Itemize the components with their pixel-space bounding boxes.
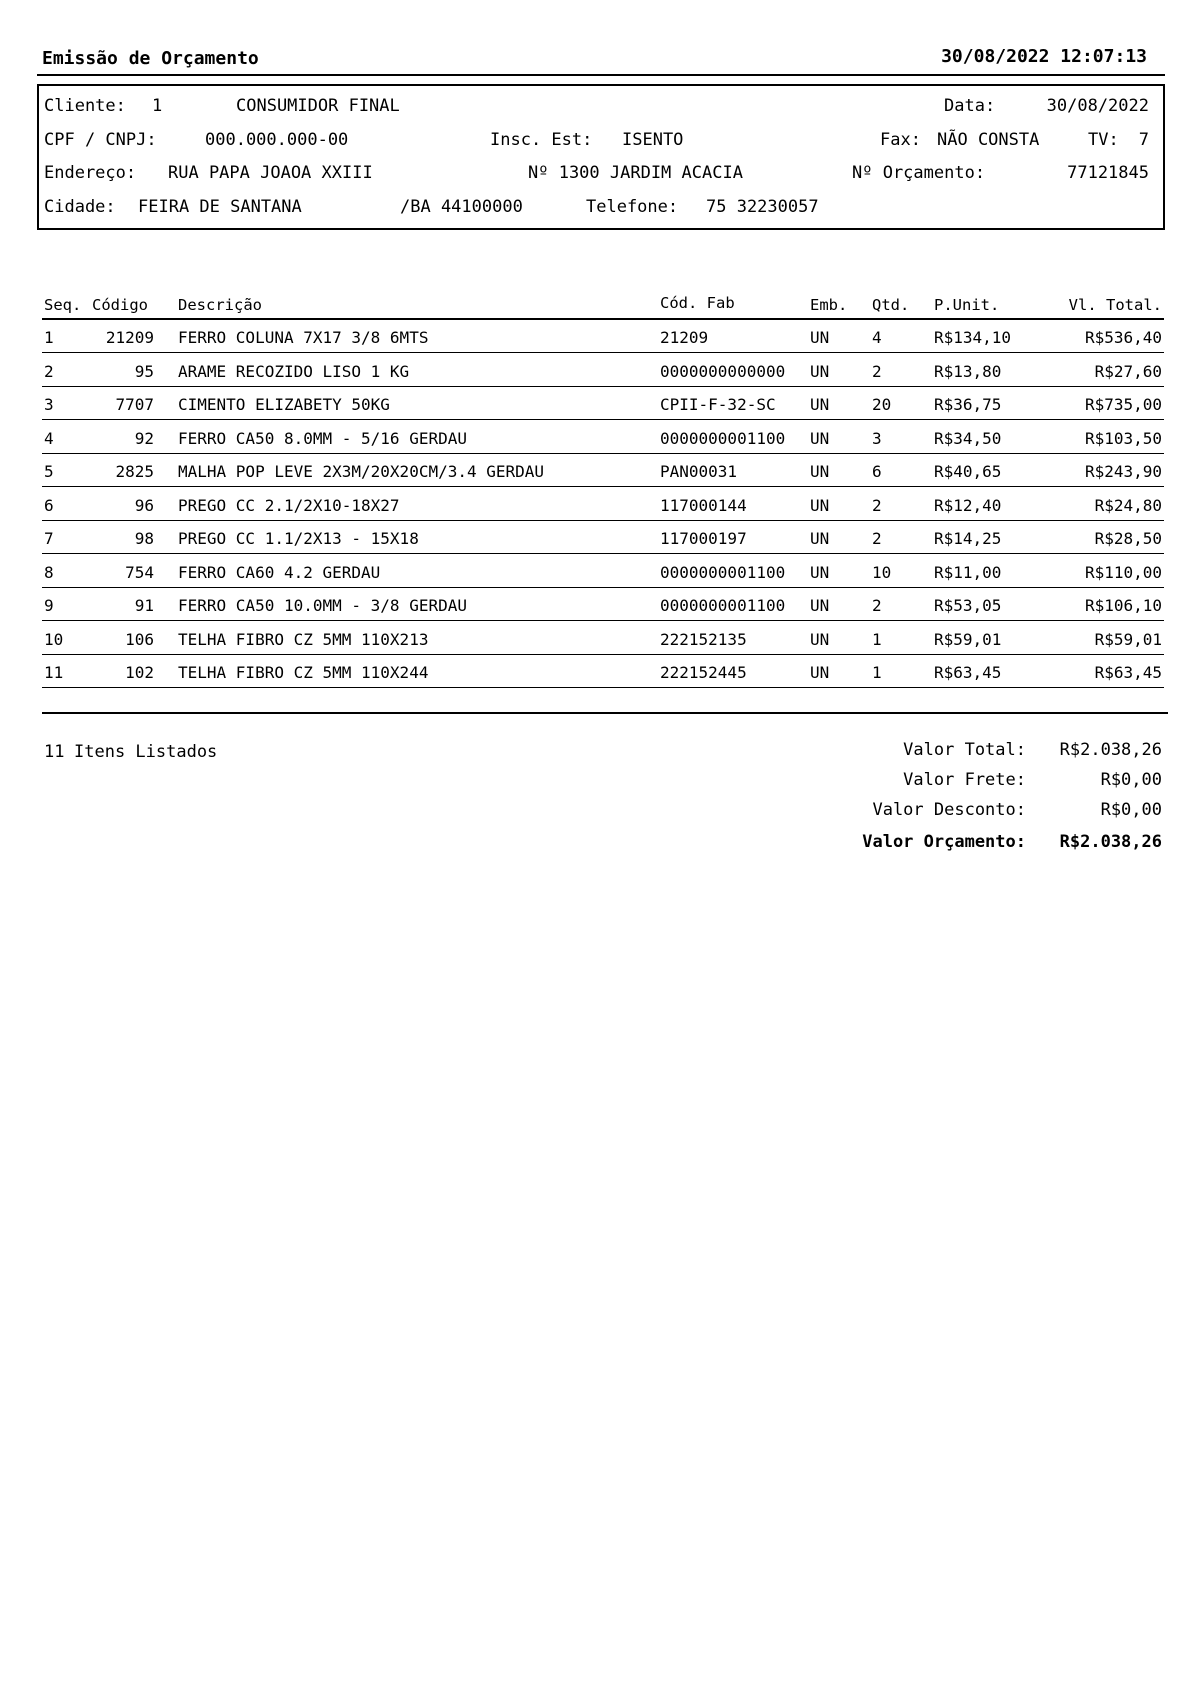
cell-qtd: 3 bbox=[872, 428, 882, 448]
cell-cod-fab: 222152445 bbox=[660, 663, 747, 682]
cell-emb: UN bbox=[810, 629, 830, 649]
cell-punit: R$34,50 bbox=[934, 428, 1002, 448]
client-name: CONSUMIDOR FINAL bbox=[236, 96, 400, 116]
items-listed-label: Itens Listados bbox=[74, 742, 218, 762]
cell-seq: 11 bbox=[44, 663, 64, 682]
row-divider bbox=[42, 486, 1164, 487]
cell-descricao: TELHA FIBRO CZ 5MM 110X213 bbox=[178, 629, 429, 649]
col-header-vltotal: Vl. Total. bbox=[1068, 296, 1162, 314]
cell-punit: R$13,80 bbox=[934, 361, 1002, 381]
page-title: Emissão de Orçamento bbox=[42, 48, 259, 69]
header-divider bbox=[37, 74, 1165, 76]
col-header-codigo: Código bbox=[92, 296, 148, 314]
col-header-descricao: Descrição bbox=[178, 296, 262, 314]
cell-codigo: 7707 bbox=[115, 395, 154, 414]
cell-emb: UN bbox=[810, 495, 830, 515]
cell-vltotal: R$24,80 bbox=[1094, 495, 1162, 515]
cpf-label: CPF / CNPJ: bbox=[44, 130, 157, 150]
cell-codigo: 91 bbox=[134, 596, 154, 615]
row-divider bbox=[42, 419, 1164, 420]
cell-cod-fab: 21209 bbox=[660, 328, 709, 347]
cell-cod-fab: 0000000000000 bbox=[660, 361, 786, 381]
col-header-seq: Seq. bbox=[44, 296, 82, 314]
address-number: Nº 1300 JARDIM ACACIA bbox=[528, 163, 743, 183]
cell-qtd: 2 bbox=[872, 596, 882, 615]
fax-label: Fax: bbox=[880, 130, 921, 150]
cell-punit: R$36,75 bbox=[934, 395, 1002, 414]
cell-seq: 4 bbox=[44, 428, 54, 448]
budget-number-label: Nº Orçamento: bbox=[852, 163, 986, 183]
row-divider bbox=[42, 352, 1164, 353]
cell-qtd: 2 bbox=[872, 529, 882, 548]
cpf-value: 000.000.000-00 bbox=[205, 130, 349, 150]
cell-qtd: 4 bbox=[872, 328, 882, 347]
cell-codigo: 102 bbox=[125, 663, 154, 682]
cell-codigo: 754 bbox=[125, 562, 154, 582]
cell-emb: UN bbox=[810, 428, 830, 448]
fax-value: NÃO CONSTA bbox=[937, 130, 1040, 150]
cell-cod-fab: 117000197 bbox=[660, 529, 747, 548]
cell-vltotal: R$28,50 bbox=[1094, 529, 1162, 548]
client-label: Cliente: bbox=[44, 96, 126, 116]
cell-vltotal: R$27,60 bbox=[1094, 361, 1162, 381]
row-divider bbox=[42, 620, 1164, 621]
client-id: 1 bbox=[152, 96, 163, 116]
cell-emb: UN bbox=[810, 462, 830, 481]
phone-label: Telefone: bbox=[586, 197, 679, 217]
cell-seq: 8 bbox=[44, 562, 54, 582]
cell-emb: UN bbox=[810, 361, 830, 381]
row-divider bbox=[42, 386, 1164, 387]
cell-punit: R$12,40 bbox=[934, 495, 1002, 515]
cell-punit: R$53,05 bbox=[934, 596, 1002, 615]
cell-seq: 7 bbox=[44, 529, 54, 548]
cell-descricao: FERRO CA50 8.0MM - 5/16 GERDAU bbox=[178, 428, 467, 448]
cell-descricao: FERRO COLUNA 7X17 3/8 6MTS bbox=[178, 328, 429, 347]
cell-cod-fab: PAN00031 bbox=[660, 462, 738, 481]
cell-emb: UN bbox=[810, 328, 830, 347]
cell-emb: UN bbox=[810, 529, 830, 548]
address-value: RUA PAPA JOAOA XXIII bbox=[168, 163, 373, 183]
cell-seq: 5 bbox=[44, 462, 54, 481]
row-divider bbox=[42, 587, 1164, 588]
cell-emb: UN bbox=[810, 596, 830, 615]
address-label: Endereço: bbox=[44, 163, 137, 183]
discount-label: Valor Desconto: bbox=[872, 800, 1026, 820]
print-datetime: 30/08/2022 12:07:13 bbox=[941, 46, 1147, 67]
cell-codigo: 96 bbox=[134, 495, 154, 515]
budget-number-value: 77121845 bbox=[1067, 163, 1149, 183]
date-value: 30/08/2022 bbox=[1046, 96, 1149, 116]
cell-vltotal: R$110,00 bbox=[1084, 562, 1162, 582]
cell-punit: R$40,65 bbox=[934, 462, 1002, 481]
city-value: FEIRA DE SANTANA bbox=[138, 197, 302, 217]
cell-qtd: 6 bbox=[872, 462, 882, 481]
cell-descricao: ARAME RECOZIDO LISO 1 KG bbox=[178, 361, 410, 381]
col-header-emb: Emb. bbox=[810, 296, 848, 314]
cell-punit: R$63,45 bbox=[934, 663, 1002, 682]
cell-codigo: 106 bbox=[125, 629, 154, 649]
cell-cod-fab: CPII-F-32-SC bbox=[660, 395, 776, 414]
discount-value: R$0,00 bbox=[1100, 800, 1162, 820]
state-zip: /BA 44100000 bbox=[400, 197, 523, 217]
cell-qtd: 1 bbox=[872, 663, 882, 682]
row-divider bbox=[42, 520, 1164, 521]
row-divider bbox=[42, 687, 1164, 688]
tv-label: TV: bbox=[1088, 130, 1119, 150]
row-divider bbox=[42, 553, 1164, 554]
freight-value: R$0,00 bbox=[1100, 770, 1162, 790]
cell-vltotal: R$59,01 bbox=[1094, 629, 1162, 649]
cell-qtd: 1 bbox=[872, 629, 882, 649]
cell-emb: UN bbox=[810, 562, 830, 582]
row-divider bbox=[42, 453, 1164, 454]
total-value: R$2.038,26 bbox=[1059, 740, 1162, 760]
phone-value: 75 32230057 bbox=[706, 197, 819, 217]
cell-seq: 9 bbox=[44, 596, 54, 615]
freight-label: Valor Frete: bbox=[903, 770, 1026, 790]
budget-total-label: Valor Orçamento: bbox=[862, 832, 1026, 852]
cell-codigo: 95 bbox=[134, 361, 154, 381]
cell-vltotal: R$735,00 bbox=[1084, 395, 1162, 414]
cell-vltotal: R$103,50 bbox=[1084, 428, 1162, 448]
cell-punit: R$11,00 bbox=[934, 562, 1002, 582]
cell-cod-fab: 222152135 bbox=[660, 629, 747, 649]
col-header-qtd: Qtd. bbox=[872, 296, 910, 314]
cell-cod-fab: 117000144 bbox=[660, 495, 747, 515]
total-value-label: Valor Total: bbox=[903, 740, 1026, 760]
cell-seq: 3 bbox=[44, 395, 54, 414]
cell-cod-fab: 0000000001100 bbox=[660, 428, 786, 448]
cell-vltotal: R$536,40 bbox=[1084, 328, 1162, 347]
insc-label: Insc. Est: bbox=[490, 130, 593, 150]
cell-descricao: FERRO CA50 10.0MM - 3/8 GERDAU bbox=[178, 596, 467, 615]
tv-value: 7 bbox=[1138, 130, 1149, 150]
cell-seq: 1 bbox=[44, 328, 54, 347]
cell-descricao: PREGO CC 1.1/2X13 - 15X18 bbox=[178, 529, 419, 548]
cell-emb: UN bbox=[810, 395, 830, 414]
cell-vltotal: R$106,10 bbox=[1084, 596, 1162, 615]
cell-codigo: 2825 bbox=[115, 462, 154, 481]
cell-codigo: 21209 bbox=[105, 328, 154, 347]
cell-cod-fab: 0000000001100 bbox=[660, 596, 786, 615]
table-header-divider bbox=[42, 318, 1164, 320]
table-end-divider bbox=[42, 712, 1168, 714]
cell-codigo: 98 bbox=[134, 529, 154, 548]
row-divider bbox=[42, 654, 1164, 655]
cell-descricao: MALHA POP LEVE 2X3M/20X20CM/3.4 GERDAU bbox=[178, 462, 545, 481]
cell-punit: R$14,25 bbox=[934, 529, 1002, 548]
city-label: Cidade: bbox=[44, 197, 116, 217]
cell-cod-fab: 0000000001100 bbox=[660, 562, 786, 582]
insc-value: ISENTO bbox=[622, 130, 684, 150]
col-header-punit: P.Unit. bbox=[934, 296, 1000, 314]
cell-descricao: PREGO CC 2.1/2X10-18X27 bbox=[178, 495, 400, 515]
cell-emb: UN bbox=[810, 663, 830, 682]
cell-vltotal: R$243,90 bbox=[1084, 462, 1162, 481]
cell-punit: R$134,10 bbox=[934, 328, 1012, 347]
cell-qtd: 2 bbox=[872, 495, 882, 515]
cell-qtd: 2 bbox=[872, 361, 882, 381]
col-header-cod-fab: Cód. Fab bbox=[660, 294, 735, 312]
cell-descricao: TELHA FIBRO CZ 5MM 110X244 bbox=[178, 663, 429, 682]
date-label: Data: bbox=[944, 96, 996, 116]
budget-total-value: R$2.038,26 bbox=[1059, 832, 1162, 852]
cell-seq: 10 bbox=[44, 629, 64, 649]
cell-seq: 2 bbox=[44, 361, 54, 381]
cell-qtd: 20 bbox=[872, 395, 892, 414]
cell-punit: R$59,01 bbox=[934, 629, 1002, 649]
cell-codigo: 92 bbox=[134, 428, 154, 448]
cell-vltotal: R$63,45 bbox=[1094, 663, 1162, 682]
cell-qtd: 10 bbox=[872, 562, 892, 582]
items-count: 11 bbox=[44, 742, 65, 762]
cell-descricao: CIMENTO ELIZABETY 50KG bbox=[178, 395, 390, 414]
cell-descricao: FERRO CA60 4.2 GERDAU bbox=[178, 562, 381, 582]
cell-seq: 6 bbox=[44, 495, 54, 515]
